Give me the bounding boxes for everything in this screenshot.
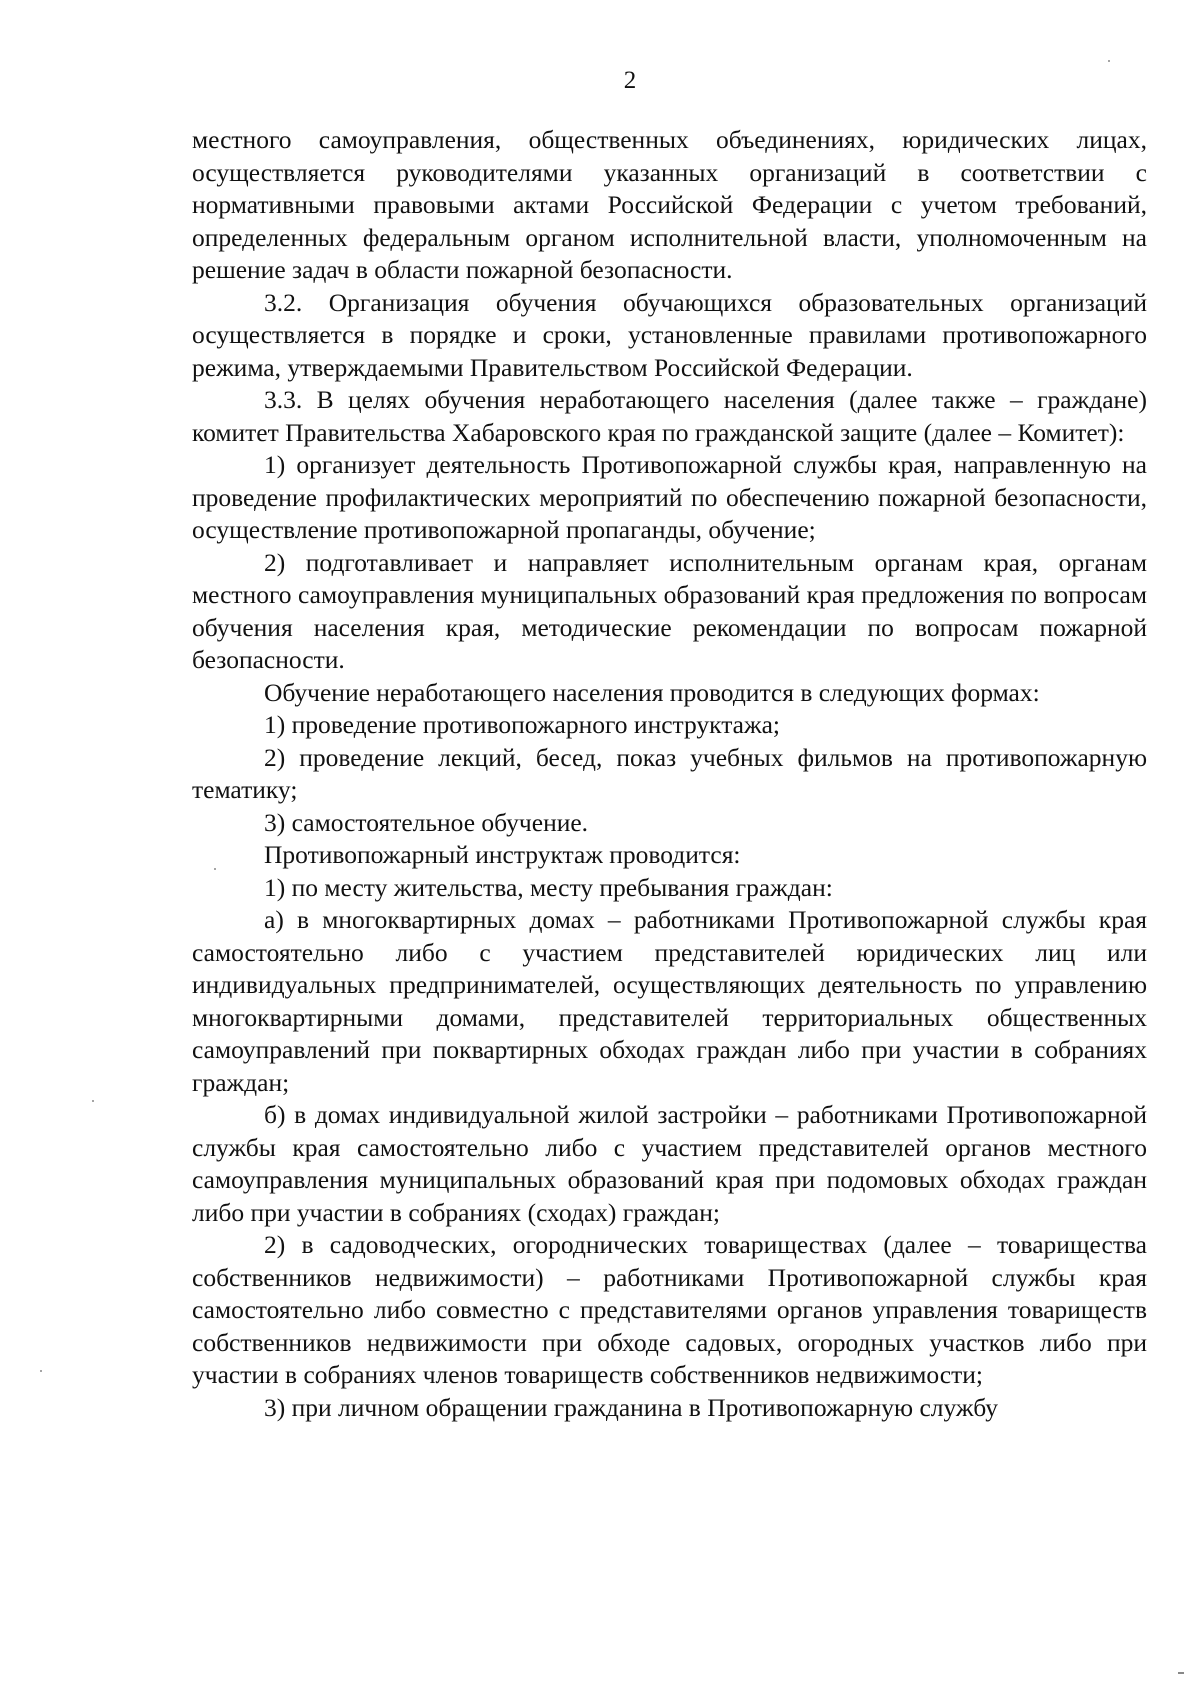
document-body bbox=[192, 124, 1147, 1424]
paragraph-training-forms: Обучение неработающего населения проводится в следующих формах: bbox=[264, 677, 1040, 707]
paragraph-continuation: местного самоуправления, общественных объединениях, юридических лицах, осуществляется руководителями указанных организаций в соответствии с нормативными правовыми актами Российской Федерации с учетом требований, определенных федеральным органом исполнительной власти, уполномоченным на решение задач в области пожарной безопасности. bbox=[192, 125, 1147, 284]
list-item-gardening-partnerships: 2) в садоводческих, огороднических товариществах (далее – товарищества собственников недвижимости) – работниками Противопожарной службы края самостоятельно либо совместно с представителями органов управления товариществ собственников недвижимости при обходе садовых, огородных участков либо при участии в собраниях членов товариществ собственников недвижимости; bbox=[192, 1230, 1147, 1389]
paragraph-3-2: 3.2. Организация обучения обучающихся образовательных организаций осуществляется в порядке и сроки, установленные правилами противопожарного режима, утверждаемыми Правительством Российской Федерации. bbox=[192, 287, 1147, 382]
page-number: 2 bbox=[623, 67, 637, 94]
scan-speck bbox=[1178, 1672, 1184, 1674]
list-item-organizes: 1) организует деятельность Противопожарной службы края, направленную на проведение профилактических мероприятий по обеспечению пожарной безопасности, осуществление противопожарной пропаганды, обучение; bbox=[192, 450, 1147, 544]
scan-speck bbox=[1108, 60, 1110, 62]
list-item-briefing: 1) проведение противопожарного инструктажа; bbox=[264, 710, 781, 739]
paragraph-3-3: 3.3. В целях обучения неработающего населения (далее также – граждане) комитет Правительства Хабаровского края по гражданской защите (далее – Комитет): bbox=[192, 385, 1147, 447]
list-item-private-houses: б) в домах индивидуальной жилой застройки – работниками Противопожарной службы края самостоятельно либо с участием представителей органов местного самоуправления муниципальных образований края при подомовых обходах граждан либо при участии в собраниях (сходах) граждан; bbox=[192, 1100, 1147, 1227]
list-item-apartment-buildings: а) в многоквартирных домах – работниками Противопожарной службы края самостоятельно либо с участием представителей юридических лиц или индивидуальных предпринимателей, осуществляющих деятельность по управлению многоквартирными домами, представителей территориальных общественных самоуправлений при поквартирных обходах граждан либо при участии в собраниях граждан; bbox=[192, 905, 1147, 1097]
list-item-prepares: 2) подготавливает и направляет исполнительным органам края, органам местного самоуправления муниципальных образований края предложения по вопросам обучения населения края, методические рекомендации по вопросам пожарной безопасности. bbox=[192, 547, 1147, 674]
scan-speck bbox=[214, 868, 216, 870]
list-item-personal-appeal: 3) при личном обращении гражданина в Противопожарную службу bbox=[264, 1392, 998, 1422]
scan-speck bbox=[40, 1370, 42, 1372]
paragraph-briefing-conducted: Противопожарный инструктаж проводится: bbox=[264, 840, 741, 869]
list-item-lectures: 2) проведение лекций, бесед, показ учебных фильмов на противопожарную тематику; bbox=[192, 742, 1147, 804]
scan-speck bbox=[92, 1100, 94, 1102]
list-item-self-study: 3) самостоятельное обучение. bbox=[264, 807, 589, 837]
list-item-residence: 1) по месту жительства, месту пребывания граждан: bbox=[264, 872, 833, 902]
